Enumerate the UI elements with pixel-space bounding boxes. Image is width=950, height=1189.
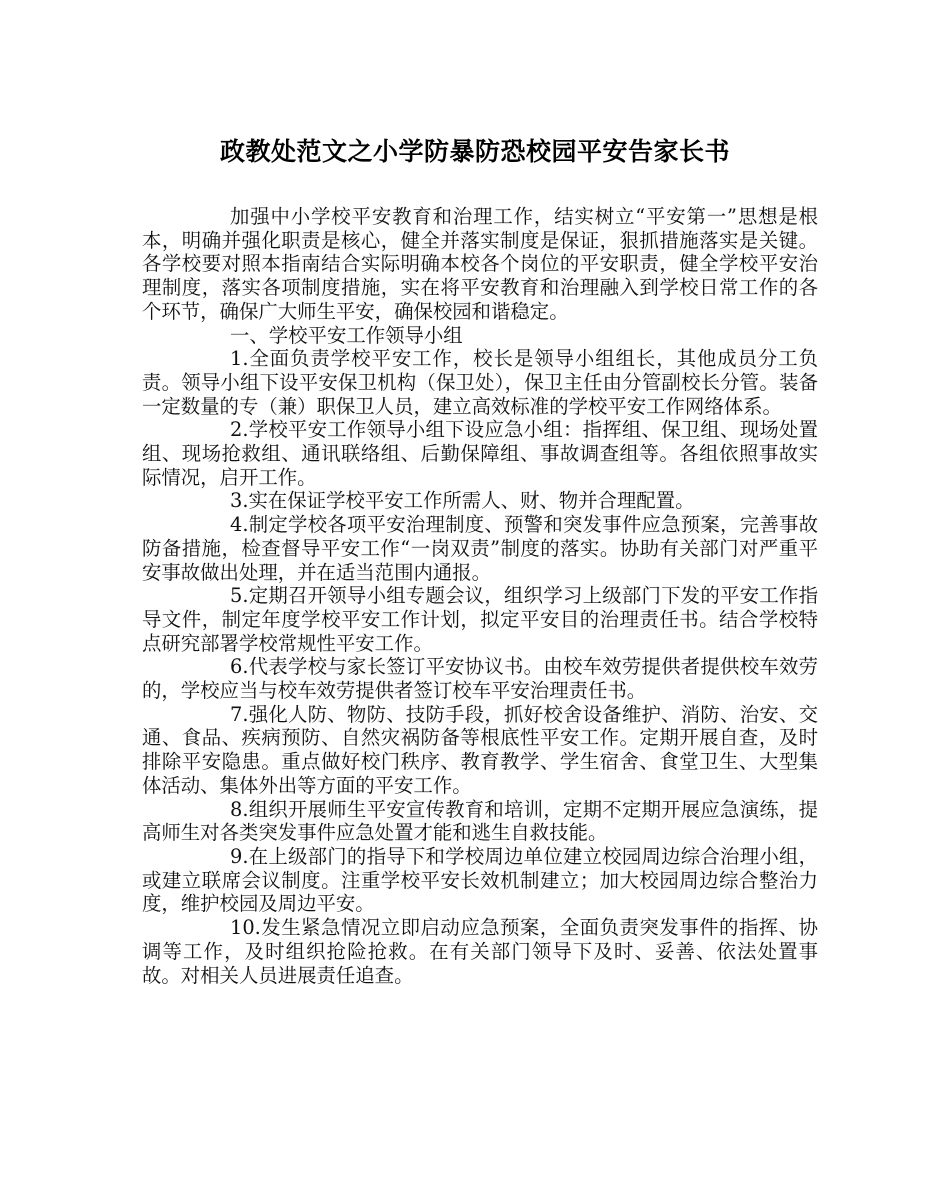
paragraph-item-7: 7.强化人防、物防、技防手段，抓好校舍设备维护、消防、治安、交通、食品、疾病预防、自然灾祸防备等根底性平安工作。定期开展自查，及时排除平安隐患。重点做好校门秩序、教育教学、学生宿舍、食堂卫生、大型集体活动、集体外出等方面的平安工作。 [142,702,818,797]
paragraph-item-6: 6.代表学校与家长签订平安协议书。由校车效劳提供者提供校车效劳的，学校应当与校车效劳提供者签订校车平安治理责任书。 [142,655,818,703]
document-title: 政教处范文之小学防暴防恐校园平安告家长书 [219,137,730,166]
paragraph-intro: 加强中小学校平安教育和治理工作，结实树立“平安第一”思想是根本，明确并强化职责是核心，健全并落实制度是保证，狠抓措施落实是关键。各学校要对照本指南结合实际明确本校各个岗位的平安职责，健全学校平安治理制度，落实各项制度措施，实在将平安教育和治理融入到学校日常工作的各个环节，确保广大师生平安，确保校园和谐稳定。 [142,205,818,323]
document-body [142,205,818,987]
paragraph-item-10: 10.发生紧急情况立即启动应急预案，全面负责突发事件的指挥、协调等工作，及时组织抢险抢救。在有关部门领导下及时、妥善、依法处置事故。对相关人员进展责任追查。 [142,916,818,987]
paragraph-item-9: 9.在上级部门的指导下和学校周边单位建立校园周边综合治理小组，或建立联席会议制度。注重学校平安长效机制建立；加大校园周边综合整治力度，维护校园及周边平安。 [142,844,818,916]
section-heading: 一、学校平安工作领导小组 [230,323,463,347]
paragraph-item-2: 2.学校平安工作领导小组下设应急小组：指挥组、保卫组、现场处置组、现场抢救组、通讯联络组、后勤保障组、事故调查组等。各组依照事故实际情况，启开工作。 [142,418,818,489]
paragraph-item-5: 5.定期召开领导小组专题会议，组织学习上级部门下发的平安工作指导文件，制定年度学校平安工作计划，拟定平安目的治理责任书。结合学校特点研究部署学校常规性平安工作。 [142,584,818,655]
paragraph-item-8: 8.组织开展师生平安宣传教育和培训，定期不定期开展应急演练，提高师生对各类突发事件应急处置才能和逃生自救技能。 [142,797,818,845]
paragraph-item-1: 1.全面负责学校平安工作，校长是领导小组组长，其他成员分工负责。领导小组下设平安保卫机构（保卫处），保卫主任由分管副校长分管。装备一定数量的专（兼）职保卫人员，建立高效标准的学校平安工作网络体系。 [142,347,818,418]
paragraph-item-4: 4.制定学校各项平安治理制度、预警和突发事件应急预案，完善事故防备措施，检查督导平安工作“一岗双责”制度的落实。协助有关部门对严重平安事故做出处理，并在适当范围内通报。 [142,513,818,584]
paragraph-item-3: 3.实在保证学校平安工作所需人、财、物并合理配置。 [230,489,695,513]
